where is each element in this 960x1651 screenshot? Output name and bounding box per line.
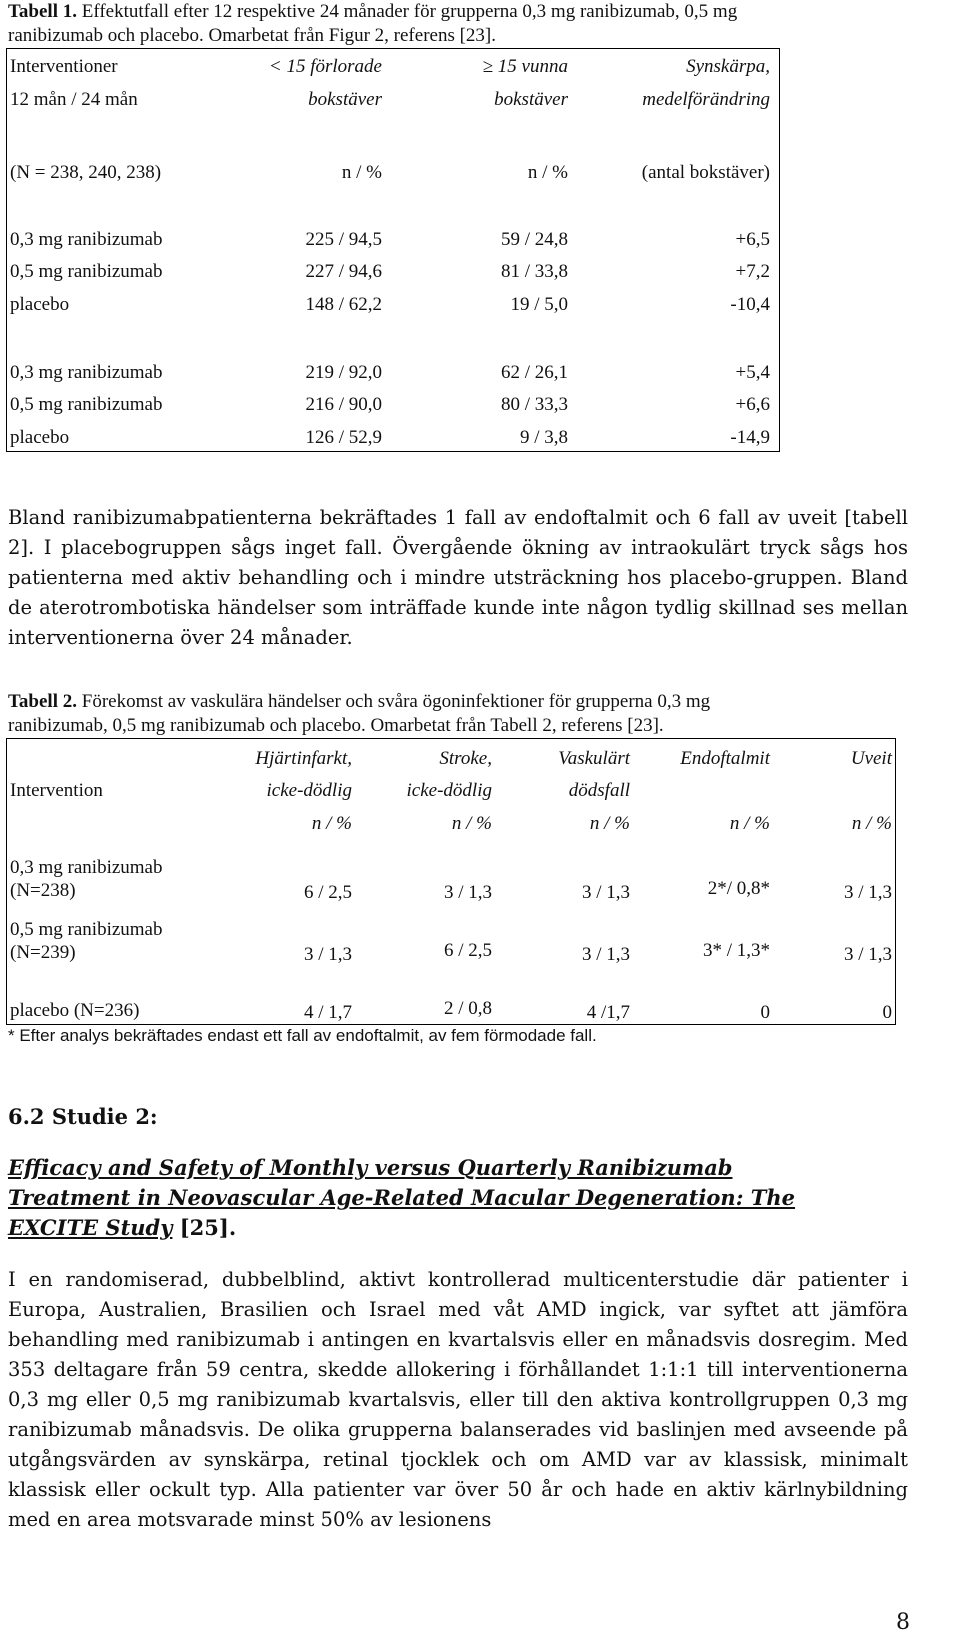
study-title-text-2: Treatment in Neovascular Age-Related Macular Degeneration: The	[8, 1185, 796, 1210]
table1-left-border	[6, 48, 7, 452]
table1-bottom-rule	[6, 451, 780, 452]
table-row-n: (N=239)	[10, 942, 76, 963]
table1-header-acuity-sub: medelförändring	[642, 89, 770, 110]
table2-right-border	[895, 738, 896, 1025]
table-cell: 3 / 1,3	[443, 882, 492, 903]
table1-header-acuity: Synskärpa,	[686, 56, 770, 77]
table1-caption-label: Tabell 1.	[8, 1, 77, 22]
table2-header-endophthalmitis-unit: n / %	[729, 813, 770, 834]
table2-caption-line2: ranibizumab, 0,5 mg ranibizumab och placebo. Omarbetat från Tabell 2, referens [23].	[8, 715, 664, 736]
table-cell: 81 / 33,8	[500, 261, 568, 282]
paragraph-adverse-events: Bland ranibizumabpatienterna bekräftades 1 fall av endoftalmit och 6 fall av uveit [tabell 2]. I placebogruppen sågs inget fall. Övergående ökning av intraokulärt tryck sågs hos patienterna med aktiv behandling och i mindre utsträckning hos placebo-gruppen. Bland de aterotrombotiska händelser som inträffade kunde inte någon tydlig skillnad ses mellan interventionerna över 24 månader.	[8, 506, 908, 649]
table-cell: +6,5	[735, 229, 770, 250]
table-cell: 219 / 92,0	[305, 362, 382, 383]
table-cell: 59 / 24,8	[500, 229, 568, 250]
table-cell: 3 / 1,3	[843, 944, 892, 965]
table1-header-lost: < 15 förlorade	[268, 56, 382, 77]
table-cell: 2*/ 0,8*	[707, 878, 770, 899]
table1-header-gained-unit: n / %	[527, 162, 568, 183]
table-cell: 3 / 1,3	[581, 944, 630, 965]
table2-header-vascular-sub: dödsfall	[568, 780, 630, 801]
table2-top-rule	[6, 738, 896, 739]
table-cell: 227 / 94,6	[305, 261, 382, 282]
table2-bottom-rule	[6, 1024, 896, 1025]
table1-header-period: 12 mån / 24 mån	[10, 89, 138, 110]
table2-footnote: * Efter analys bekräftades endast ett fall av endoftalmit, av fem förmodade fall.	[8, 1026, 597, 1045]
table-cell: 148 / 62,2	[305, 294, 382, 315]
table1-right-border	[779, 48, 780, 452]
table2-caption-label: Tabell 2.	[8, 691, 77, 712]
study-reference: [25].	[179, 1215, 237, 1240]
table-cell: -10,4	[730, 294, 770, 315]
table1-header-gained-sub: bokstäver	[494, 89, 568, 110]
table-cell: 4 /1,7	[586, 1002, 630, 1023]
table-row: 0,5 mg ranibizumab	[10, 394, 163, 415]
table2-header-uveitis: Uveit	[850, 748, 892, 769]
table2-left-border	[6, 738, 7, 1025]
study-title-line3	[8, 1213, 236, 1243]
table-cell: 225 / 94,5	[305, 229, 382, 250]
table-cell: 6 / 2,5	[303, 882, 352, 903]
table-cell: 62 / 26,1	[500, 362, 568, 383]
table1-caption-text: Effektutfall efter 12 respektive 24 månader för grupperna 0,3 mg ranibizumab, 0,5 mg	[81, 1, 738, 22]
table1-header-gained: ≥ 15 vunna	[482, 56, 568, 77]
table1-top-rule	[6, 48, 780, 49]
table2-header-endophthalmitis: Endoftalmit	[680, 748, 770, 769]
table-cell: 19 / 5,0	[510, 294, 568, 315]
table-cell: -14,9	[730, 427, 770, 448]
table2-header-stroke-sub: icke-dödlig	[406, 780, 492, 801]
table-row: 0,3 mg ranibizumab	[10, 362, 163, 383]
table-row: 0,5 mg ranibizumab	[10, 919, 163, 940]
study-title-line1	[8, 1153, 732, 1183]
table-cell: 126 / 52,9	[305, 427, 382, 448]
study-title-text-3: EXCITE Study	[8, 1215, 173, 1240]
table-row: placebo	[10, 294, 70, 315]
table-row: 0,3 mg ranibizumab	[10, 857, 163, 878]
table-row: 0,5 mg ranibizumab	[10, 261, 163, 282]
table2-header-uveitis-unit: n / %	[851, 813, 892, 834]
study-title-line2	[8, 1183, 795, 1213]
table-cell: 6 / 2,5	[443, 940, 492, 961]
table-cell: 9 / 3,8	[519, 427, 568, 448]
table-row: 0,3 mg ranibizumab	[10, 229, 163, 250]
table1-caption-line2: ranibizumab och placebo. Omarbetat från Figur 2, referens [23].	[8, 25, 496, 46]
table-cell: +6,6	[735, 394, 770, 415]
table-row: placebo	[10, 427, 70, 448]
table-cell: 216 / 90,0	[305, 394, 382, 415]
table-cell: 0	[882, 1002, 892, 1023]
table-cell: 3 / 1,3	[843, 882, 892, 903]
table2-header-mi-unit: n / %	[311, 813, 352, 834]
table2-header-intervention: Intervention	[10, 780, 103, 801]
table-cell: 3 / 1,3	[303, 944, 352, 965]
table2-caption-line1	[8, 690, 710, 714]
table-row: placebo (N=236)	[10, 1000, 140, 1021]
study-title-text-1: Efficacy and Safety of Monthly versus Quarterly Ranibizumab	[8, 1155, 733, 1180]
table2-caption-text: Förekomst av vaskulära händelser och svåra ögoninfektioner för grupperna 0,3 mg	[81, 691, 711, 712]
table2-header-vascular: Vaskulärt	[558, 748, 630, 769]
table-cell: 0	[760, 1002, 770, 1023]
table-cell: 3* / 1,3*	[702, 940, 770, 961]
table2-header-vascular-unit: n / %	[589, 813, 630, 834]
table1-header-lost-sub: bokstäver	[308, 89, 382, 110]
section-heading: 6.2 Studie 2:	[8, 1104, 158, 1129]
table-cell: 4 / 1,7	[303, 1002, 352, 1023]
table-cell: 80 / 33,3	[500, 394, 568, 415]
table1-header-acuity-unit: (antal bokstäver)	[641, 162, 770, 183]
table2-header-mi-sub: icke-dödlig	[266, 780, 352, 801]
table-cell: +7,2	[735, 261, 770, 282]
table2-header-stroke-unit: n / %	[451, 813, 492, 834]
table1-header-n: (N = 238, 240, 238)	[10, 162, 162, 183]
table2-header-stroke: Stroke,	[439, 748, 492, 769]
table-cell: 2 / 0,8	[443, 998, 492, 1019]
table1-caption-line1	[8, 0, 737, 24]
paragraph-excite-study: I en randomiserad, dubbelblind, aktivt kontrollerad multicenterstudie där patienter i Europa, Australien, Brasilien och Israel med våt AMD ingick, var syftet att jämföra behandling med ranibizumab i antingen en kvartalsvis eller en månadsvis dosregim. Med 353 deltagare från 59 centra, skedde allokering i förhållandet 1:1:1 till interventionerna 0,3 mg eller 0,5 mg ranibizumab kvartalsvis, eller till den aktiva kontrollgruppen 0,3 mg ranibizumab månadsvis. De olika grupperna balanserades vid baslinjen med avseende på utgångsvärden av synskärpa, retinal tjocklek och om AMD var av klassisk, minimalt klassisk eller ockult typ. Alla patienter var över 50 år och hade en aktiv kärlnybildning med en area motsvarade minst 50% av lesionens	[8, 1268, 908, 1531]
table-row-n: (N=238)	[10, 880, 76, 901]
page-number: 8	[896, 1610, 910, 1635]
table-cell: 3 / 1,3	[581, 882, 630, 903]
table1-header-intervention: Interventioner	[10, 56, 118, 77]
table1-header-lost-unit: n / %	[341, 162, 382, 183]
table-cell: +5,4	[735, 362, 770, 383]
table2-header-mi: Hjärtinfarkt,	[255, 748, 352, 769]
